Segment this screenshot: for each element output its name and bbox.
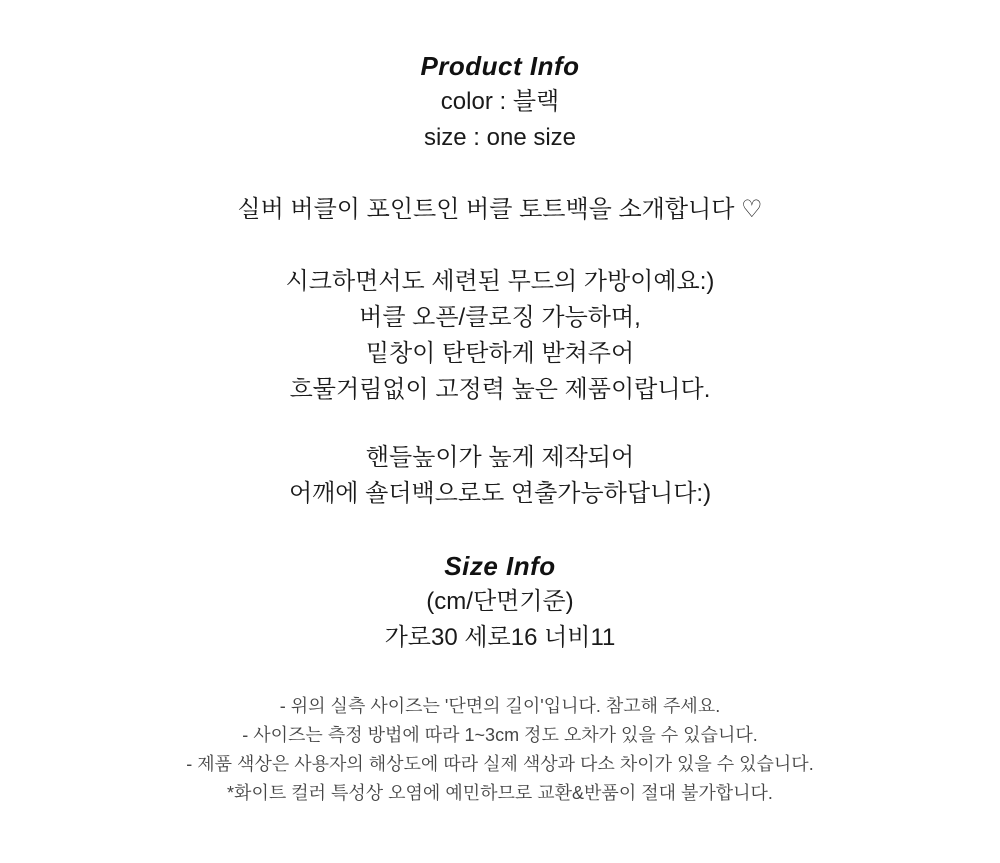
product-info-section [0,48,1000,156]
note-line: - 제품 색상은 사용자의 해상도에 따라 실제 색상과 다소 차이가 있을 수 있습니다. [186,754,814,774]
note-line: - 위의 실측 사이즈는 '단면의 길이'입니다. 참고해 주세요. [279,696,721,716]
size-unit-line: (cm/단면기준) [426,588,574,615]
intro-section [0,192,1000,228]
intro-line: 실버 버클이 포인트인 버클 토트백을 소개합니다 ♡ [237,196,763,223]
product-size-line: size : one size [423,124,577,151]
size-info-section [0,548,1000,656]
product-color-line: color : 블랙 [440,88,560,115]
size-dimensions-line: 가로30 세로16 너비11 [384,624,616,651]
product-info-title: Product Info [420,51,580,81]
size-info-title: Size Info [444,551,556,581]
description-section [0,264,1000,408]
description-line: 버클 오픈/클로징 가능하며, [359,304,641,331]
description-line: 흐물거림없이 고정력 높은 제품이랍니다. [289,376,711,403]
note-line: *화이트 컬러 특성상 오염에 예민하므로 교환&반품이 절대 불가합니다. [227,783,773,803]
description-line: 시크하면서도 세련된 무드의 가방이예요:) [285,268,715,295]
note-line: - 사이즈는 측정 방법에 따라 1~3cm 정도 오차가 있을 수 있습니다. [242,725,758,745]
styling-line: 핸들높이가 높게 제작되어 [365,444,635,471]
styling-section [0,440,1000,512]
notes-section [0,692,1000,808]
description-line: 밑창이 탄탄하게 받쳐주어 [365,340,635,367]
styling-line: 어깨에 숄더백으로도 연출가능하답니다:) [288,480,712,507]
